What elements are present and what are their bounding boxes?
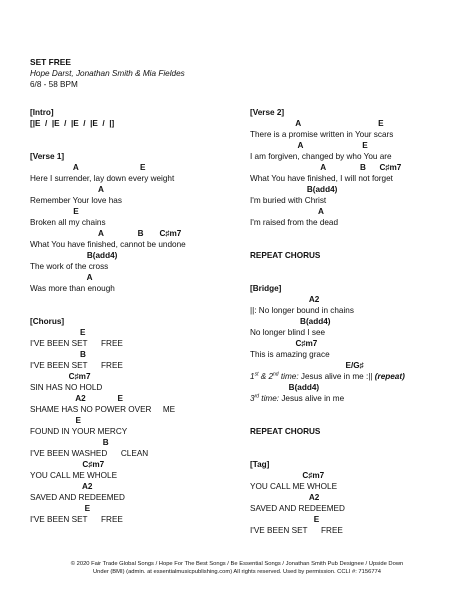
left-column [30,107,235,525]
chord-line: A2 E [30,394,123,403]
chord-line: E/G♯ [250,361,364,370]
lyric-line: Was more than enough [30,284,115,293]
lyric-line: I'm buried with Christ [250,196,327,205]
lyric-line: YOU CALL ME WHOLE [30,471,118,480]
chord-line: E [30,207,79,216]
chord-line: A2 [30,482,93,491]
lyric-line: I'VE BEEN SET FREE [250,526,343,535]
lyric-line: Remember Your love has [30,196,122,205]
lyric-line: The work of the cross [30,262,109,271]
chord-line: E [250,515,320,524]
chord-line: A B C♯m7 [30,229,182,238]
section-bridge [250,283,460,404]
section-chorus [30,316,235,525]
lyric-line: YOU CALL ME WHOLE [250,482,338,491]
intro-chord-line: [|E / |E / |E / |E / |] [30,119,115,128]
right-column [250,107,460,536]
song-tempo: 6/8 - 58 BPM [30,80,78,89]
lyric-line: Here I surrender, lay down every weight [30,174,175,183]
chord-line: C♯m7 [250,339,318,348]
copyright-line: Under (BMI) (admin. at essentialmusicpublishing.com) All rights reserved. Used by permission. CCLI #: 7156774 [92,569,382,575]
lyric-line: I am forgiven, changed by who You are [250,152,392,161]
chord-line: C♯m7 [30,372,91,381]
repeat-marker: (repeat) [374,372,405,381]
chord-line: B(add4) [250,383,320,392]
chord-line: A2 [250,295,320,304]
lyric-line: SIN HAS NO HOLD [30,383,103,392]
chord-line: A E [30,163,146,172]
lyric-line: I'VE BEEN WASHED CLEAN [30,449,149,458]
chord-line: A B C♯m7 [250,163,402,172]
time-label: time: [278,372,299,381]
repeat-chorus-1: REPEAT CHORUS [250,251,321,260]
chord-line: B(add4) [250,185,338,194]
chord-line: C♯m7 [250,471,325,480]
lyric-line: I'VE BEEN SET FREE [30,361,123,370]
chord-line: A [30,273,93,282]
section-tag [250,459,460,536]
chord-line: C♯m7 [30,460,105,469]
chord-line: B(add4) [250,317,331,326]
section-label-intro: [Intro] [30,108,54,117]
lyric-line: This is amazing grace [250,350,330,359]
section-intro [30,107,235,129]
lyric-line: FOUND IN YOUR MERCY [30,427,128,436]
chord-line: A2 [250,493,320,502]
chord-line: E [30,416,81,425]
ordinal-suffix: st [254,371,259,378]
section-label-tag: [Tag] [250,460,270,469]
lyric-line: I'VE BEEN SET FREE [30,515,123,524]
lyric-line: No longer blind I see [250,328,326,337]
song-title: SET FREE [30,57,71,67]
chord-line: B [30,350,86,359]
song-header [30,57,185,90]
section-label-chorus: [Chorus] [30,317,65,326]
chord-line: A E [250,119,384,128]
repeat-chorus-2: REPEAT CHORUS [250,427,321,436]
section-label-verse-1: [Verse 1] [30,152,65,161]
song-authors: Hope Darst, Jonathan Smith & Mia Fieldes [30,69,185,78]
time-label: time: [259,394,280,403]
copyright-footer [24,560,450,576]
lyric-line: SHAME HAS NO POWER OVER ME [30,405,176,414]
section-label-bridge: [Bridge] [250,284,282,293]
lyric-line [250,393,460,404]
copyright-line: © 2020 Fair Trade Global Songs / Hope For The Best Songs / Be Essential Songs / Jonathan Smith Pub Designee / Upside Down [70,561,404,567]
lyric-line: There is a promise written in Your scars [250,130,394,139]
lyric-line: SAVED AND REDEEMED [250,504,345,513]
chord-line: E [30,504,91,513]
lyric-line: I'm raised from the dead [250,218,339,227]
ordinal-number: & 2 [258,372,274,381]
ordinal-number: 3 [250,394,255,403]
chord-line: B(add4) [30,251,118,260]
lyric-line [250,371,460,382]
section-label-verse-2: [Verse 2] [250,108,285,117]
chord-line: A E [250,141,368,150]
chord-line: A [30,185,104,194]
lyric-line: SAVED AND REDEEMED [30,493,125,502]
lyric-text: Jesus alive in me :|| [298,372,375,381]
section-verse-1 [30,151,235,294]
ordinal-suffix: nd [273,371,279,378]
ordinal-suffix: rd [254,393,260,400]
lyric-line: Broken all my chains [30,218,106,227]
lyric-line: I'VE BEEN SET FREE [30,339,123,348]
lyric-line: What You have finished, I will not forget [250,174,393,183]
chord-line: B [30,438,109,447]
lyric-text: Jesus alive in me [279,394,345,403]
lyric-line: What You have finished, cannot be undone [30,240,186,249]
chord-line: A [250,207,324,216]
ordinal-number: 1 [250,372,255,381]
section-verse-2 [250,107,460,228]
chord-line: E [30,328,86,337]
lyric-line: ||: No longer bound in chains [250,306,354,315]
